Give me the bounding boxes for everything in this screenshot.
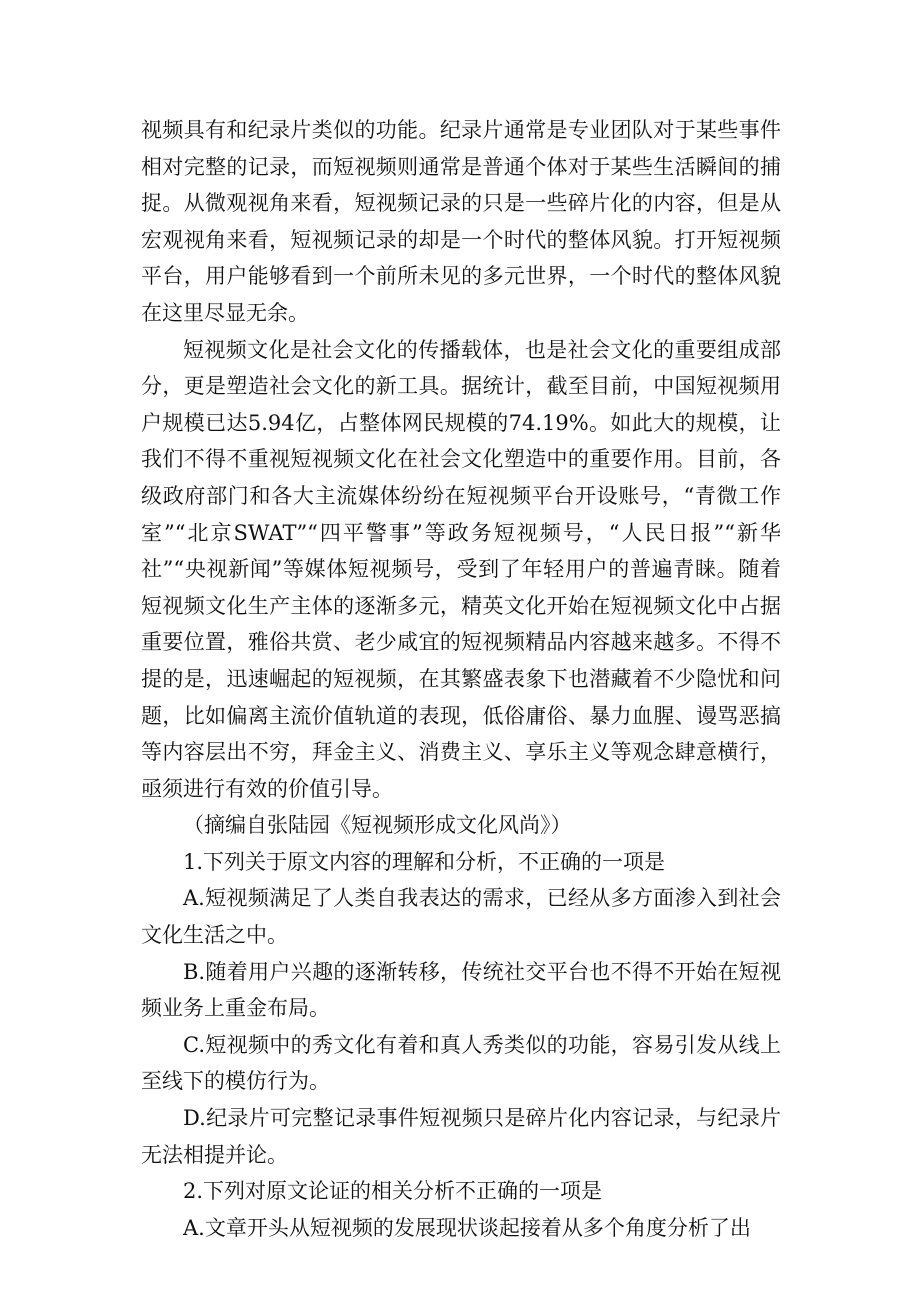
question-1-stem: 1.下列关于原文内容的理解和分析，不正确的一项是 [183, 849, 666, 874]
document-page [141, 112, 781, 1246]
question-2-stem: 2.下列对原文论证的相关分析不正确的一项是 [183, 1179, 603, 1204]
source-citation: （摘编自张陆园《短视频形成文化风尚》） [183, 813, 572, 838]
question-2-option-a: A.文章开头从短视频的发展现状谈起接着从多个角度分析了出 [183, 1215, 751, 1240]
question-1-option-d: D.纪录片可完整记录事件短视频只是碎片化内容记录，与纪录片无法相提并论。 [141, 1106, 781, 1167]
question-1-option-a: A.短视频满足了人类自我表达的需求，已经从多方面渗入到社会文化生活之中。 [141, 886, 781, 948]
question-1-option-c: C.短视频中的秀文化有着和真人秀类似的功能，容易引发从线上至线下的模仿行为。 [141, 1032, 781, 1094]
question-1-option-b: B.随着用户兴趣的逐渐转移，传统社交平台也不得不开始在短视频业务上重金布局。 [141, 959, 781, 1021]
paragraph-1: 视频具有和纪录片类似的功能。纪录片通常是专业团队对于某些事件相对完整的记录，而短视频则通常是普通个体对于某些生活瞬间的捕捉。从微观视角来看，短视频记录的只是一些碎片化的内容，但是从宏观视角来看，短视频记录的却是一个时代的整体风貌。打开短视频平台，用户能够看到一个前所未见的多元世界，一个时代的整体风貌在这里尽显无余。 [141, 118, 781, 325]
paragraph-2: 短视频文化是社会文化的传播载体，也是社会文化的重要组成部分，更是塑造社会文化的新工具。据统计，截至目前，中国短视频用户规模已达5.94亿，占整体网民规模的74.19%。如此大的规模，让我们不得不重视短视频文化在社会文化塑造中的重要作用。目前，各级政府部门和各大主流媒体纷纷在短视频平台开设账号，“青微工作室”“北京SWAT”“四平警事”等政务短视频号，“人民日报”“新华社”“央视新闻”等媒体短视频号，受到了年轻用户的普遍青睐。随着短视频文化生产主体的逐渐多元，精英文化开始在短视频文化中占据重要位置，雅俗共赏、老少咸宜的短视频精品内容越来越多。不得不提的是，迅速崛起的短视频，在其繁盛表象下也潜藏着不少隐忧和问题，比如偏离主流价值轨道的表现，低俗庸俗、暴力血腥、谩骂恶搞等内容层出不穷，拜金主义、消费主义、享乐主义等观念肆意横行，亟须进行有效的价值引导。 [141, 337, 781, 801]
